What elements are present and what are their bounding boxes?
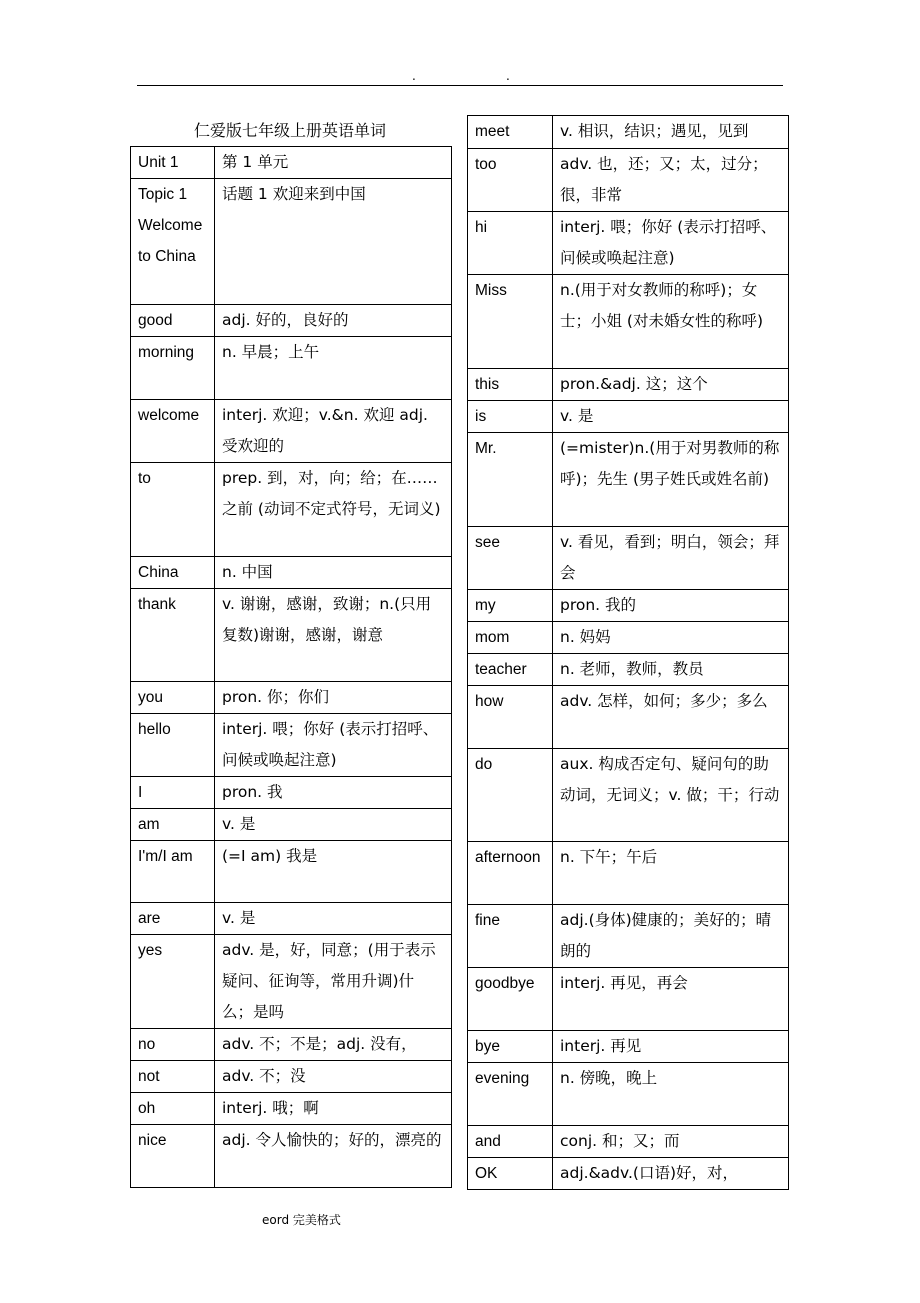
table-row [468, 433, 789, 527]
table-row [131, 1029, 452, 1061]
table-row [131, 903, 452, 935]
table-row [468, 149, 789, 212]
word-cell: see [468, 527, 553, 590]
meaning-cell: interj. 再见，再会 [553, 968, 789, 1031]
meaning-cell: n. 妈妈 [553, 622, 789, 654]
word-cell: nice [131, 1125, 215, 1188]
vocab-table-right [467, 115, 789, 1190]
table-row [468, 212, 789, 275]
table-row [131, 682, 452, 714]
word-cell: thank [131, 589, 215, 682]
meaning-cell: 第 1 单元 [215, 147, 452, 179]
word-cell: fine [468, 905, 553, 968]
vocab-table-left [130, 146, 452, 1188]
meaning-cell: n. 老师，教师，教员 [553, 654, 789, 686]
table-row [131, 1061, 452, 1093]
table-row [131, 1093, 452, 1125]
meaning-cell: v. 是 [553, 401, 789, 433]
word-cell: Mr. [468, 433, 553, 527]
meaning-cell: n. 中国 [215, 557, 452, 589]
word-cell: hello [131, 714, 215, 777]
meaning-cell: conj. 和；又；而 [553, 1126, 789, 1158]
word-cell: bye [468, 1031, 553, 1063]
table-row [131, 777, 452, 809]
table-row [468, 1063, 789, 1126]
meaning-cell: v. 看见，看到；明白，领会；拜会 [553, 527, 789, 590]
meaning-cell: adj.(身体)健康的；美好的；晴朗的 [553, 905, 789, 968]
word-cell: you [131, 682, 215, 714]
meaning-cell: interj. 喂；你好 (表示打招呼、问候或唤起注意) [553, 212, 789, 275]
word-cell: Unit 1 [131, 147, 215, 179]
word-cell: no [131, 1029, 215, 1061]
word-cell: Miss [468, 275, 553, 369]
meaning-cell: pron.&adj. 这；这个 [553, 369, 789, 401]
word-cell: is [468, 401, 553, 433]
meaning-cell: v. 是 [215, 809, 452, 841]
table-row [131, 1125, 452, 1188]
word-cell: am [131, 809, 215, 841]
word-cell: how [468, 686, 553, 749]
meaning-cell: n. 下午；午后 [553, 842, 789, 905]
document-title: 仁爱版七年级上册英语单词 [193, 121, 386, 140]
word-cell: yes [131, 935, 215, 1029]
header-dot: . [506, 69, 510, 83]
table-row [131, 589, 452, 682]
header-dot: . [412, 69, 416, 83]
meaning-cell: 话题 1 欢迎来到中国 [215, 179, 452, 305]
meaning-cell: adv. 不；没 [215, 1061, 452, 1093]
word-cell: oh [131, 1093, 215, 1125]
meaning-cell: adv. 也，还；又；太，过分；很，非常 [553, 149, 789, 212]
meaning-cell: n.(用于对女教师的称呼)；女士；小姐 (对未婚女性的称呼) [553, 275, 789, 369]
word-cell: morning [131, 337, 215, 400]
word-cell: good [131, 305, 215, 337]
meaning-cell: adj.&adv.(口语)好，对， [553, 1158, 789, 1190]
word-cell: OK [468, 1158, 553, 1190]
meaning-cell: n. 傍晚，晚上 [553, 1063, 789, 1126]
meaning-cell: pron. 你；你们 [215, 682, 452, 714]
meaning-cell: pron. 我 [215, 777, 452, 809]
table-row [468, 1031, 789, 1063]
table-row [468, 842, 789, 905]
word-cell: hi [468, 212, 553, 275]
word-cell: I'm/I am [131, 841, 215, 903]
table-row [468, 527, 789, 590]
table-row [131, 557, 452, 589]
table-row [131, 179, 452, 305]
table-row [468, 1126, 789, 1158]
meaning-cell: (=mister)n.(用于对男教师的称呼)；先生 (男子姓氏或姓名前) [553, 433, 789, 527]
table-row [468, 686, 789, 749]
word-cell: Topic 1 Welcome to China [131, 179, 215, 305]
table-row [468, 905, 789, 968]
word-cell: too [468, 149, 553, 212]
word-cell: welcome [131, 400, 215, 463]
table-row [131, 809, 452, 841]
table-row [131, 305, 452, 337]
word-cell: not [131, 1061, 215, 1093]
meaning-cell: aux. 构成否定句、疑问句的助动词，无词义；v. 做；干；行动 [553, 749, 789, 842]
meaning-cell: n. 早晨；上午 [215, 337, 452, 400]
meaning-cell: adj. 好的，良好的 [215, 305, 452, 337]
word-cell: China [131, 557, 215, 589]
meaning-cell: interj. 喂；你好 (表示打招呼、问候或唤起注意) [215, 714, 452, 777]
table-row [468, 275, 789, 369]
meaning-cell: interj. 哦；啊 [215, 1093, 452, 1125]
word-cell: teacher [468, 654, 553, 686]
meaning-cell: (=I am) 我是 [215, 841, 452, 903]
meaning-cell: adv. 是，好，同意；(用于表示疑问、征询等，常用升调)什么；是吗 [215, 935, 452, 1029]
word-cell: mom [468, 622, 553, 654]
page-header [0, 70, 920, 82]
word-cell: goodbye [468, 968, 553, 1031]
meaning-cell: interj. 欢迎；v.&n. 欢迎 adj. 受欢迎的 [215, 400, 452, 463]
word-cell: my [468, 590, 553, 622]
word-cell: meet [468, 116, 553, 149]
word-cell: to [131, 463, 215, 557]
word-cell: evening [468, 1063, 553, 1126]
meaning-cell: pron. 我的 [553, 590, 789, 622]
table-row [468, 401, 789, 433]
page-footer: eord 完美格式 [262, 1213, 341, 1227]
table-row [131, 147, 452, 179]
table-row [131, 935, 452, 1029]
meaning-cell: adj. 令人愉快的；好的，漂亮的 [215, 1125, 452, 1188]
meaning-cell: adv. 怎样，如何；多少；多么 [553, 686, 789, 749]
table-row [468, 590, 789, 622]
table-row [468, 654, 789, 686]
word-cell: I [131, 777, 215, 809]
meaning-cell: v. 是 [215, 903, 452, 935]
word-cell: this [468, 369, 553, 401]
table-row [468, 968, 789, 1031]
meaning-cell: v. 谢谢，感谢，致谢；n.(只用复数)谢谢，感谢，谢意 [215, 589, 452, 682]
table-row [468, 1158, 789, 1190]
table-row [131, 400, 452, 463]
word-cell: and [468, 1126, 553, 1158]
meaning-cell: interj. 再见 [553, 1031, 789, 1063]
table-row [468, 116, 789, 149]
table-row [131, 714, 452, 777]
word-cell: are [131, 903, 215, 935]
meaning-cell: prep. 到，对，向；给；在……之前 (动词不定式符号，无词义) [215, 463, 452, 557]
table-row [131, 337, 452, 400]
header-rule [137, 85, 783, 86]
table-row [131, 463, 452, 557]
table-row [131, 841, 452, 903]
meaning-cell: v. 相识，结识；遇见，见到 [553, 116, 789, 149]
table-row [468, 622, 789, 654]
word-cell: do [468, 749, 553, 842]
table-row [468, 369, 789, 401]
word-cell: afternoon [468, 842, 553, 905]
meaning-cell: adv. 不；不是；adj. 没有， [215, 1029, 452, 1061]
table-row [468, 749, 789, 842]
